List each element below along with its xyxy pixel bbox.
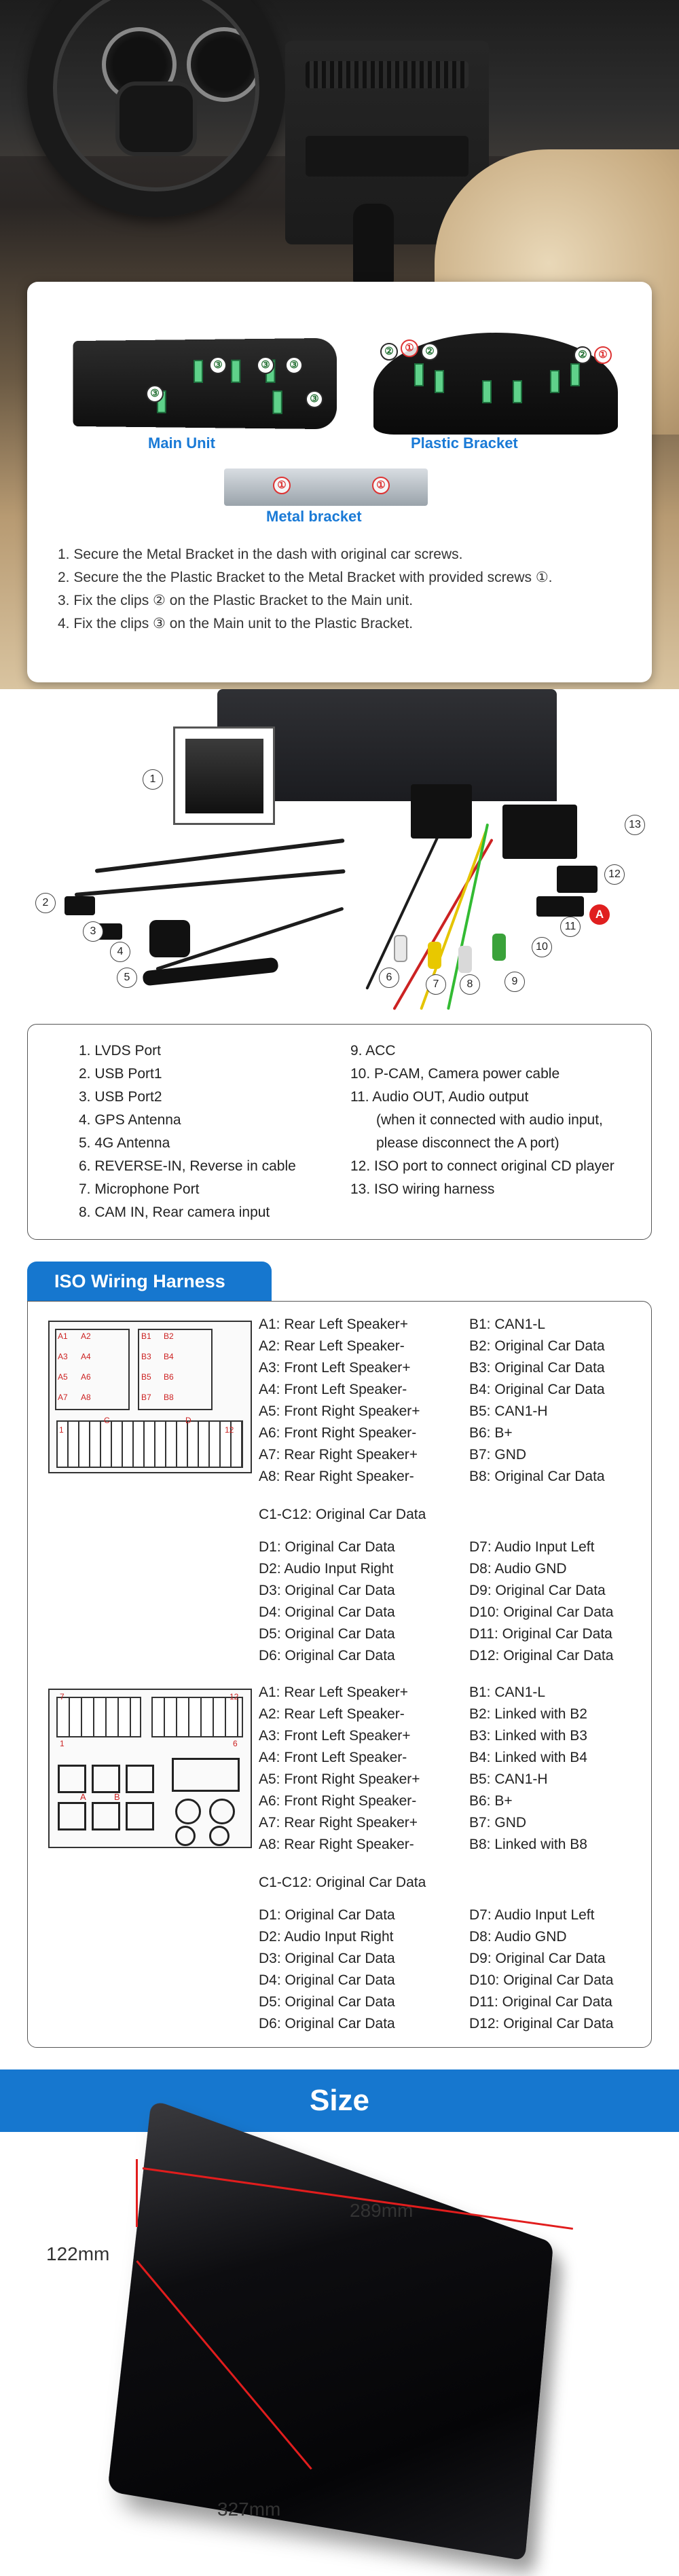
wire-item: B5: CAN1-H: [469, 1403, 548, 1419]
pin-label: A4: [81, 1352, 91, 1361]
clip: [513, 380, 522, 403]
harness1-d-right-list: [469, 1537, 613, 1667]
wire-item: D4: Original Car Data: [259, 1972, 395, 1988]
wire-item: A5: Front Right Speaker+: [259, 1771, 420, 1787]
pin-label: 1: [60, 1739, 65, 1748]
pin-label: 1: [59, 1425, 64, 1435]
pin-label: B3: [141, 1352, 151, 1361]
pin-square: [126, 1802, 154, 1830]
install-step: 4. Fix the clips ③ on the Main unit to the Plastic Bracket.: [58, 616, 414, 631]
port-item: 9. ACC: [350, 1043, 396, 1059]
pin-label: A1: [58, 1331, 68, 1341]
port-item: 2. USB Port1: [79, 1066, 162, 1082]
pin-label: B: [114, 1792, 120, 1802]
wire-item: D9: Original Car Data: [469, 1583, 606, 1598]
cable-number: 13: [625, 815, 645, 835]
clip: [414, 363, 424, 386]
wire-item: B8: Linked with B8: [469, 1837, 587, 1852]
lvds-port-zoom: [173, 726, 275, 825]
gear-shifter: [353, 204, 394, 285]
length-label: 327mm: [217, 2499, 281, 2520]
clip: [272, 390, 282, 414]
gps-antenna: [149, 920, 190, 957]
cable: [75, 869, 346, 897]
pin-label: B6: [164, 1372, 174, 1382]
metal-bracket-image: [224, 468, 428, 506]
wire-item: D2: Audio Input Right: [259, 1561, 394, 1577]
wire-item: A6: Front Right Speaker-: [259, 1793, 417, 1809]
wire-item: D7: Audio Input Left: [469, 1907, 595, 1923]
harness2-d-right-list: [469, 1905, 613, 2035]
port-item: 8. CAM IN, Rear camera input: [79, 1204, 270, 1220]
clip: [231, 360, 240, 383]
cable-number: 12: [604, 864, 625, 885]
iso-section-title: ISO Wiring Harness: [27, 1262, 272, 1301]
size-banner: Size: [0, 2069, 679, 2132]
wire-item: B8: Original Car Data: [469, 1469, 605, 1484]
install-steps: [58, 543, 621, 636]
wire-item: B1: CAN1-L: [469, 1685, 546, 1700]
climate-panel: [306, 136, 469, 177]
wire-item: B6: B+: [469, 1425, 513, 1441]
wire-item: A7: Rear Right Speaker+: [259, 1815, 418, 1830]
wire-item: B2: Linked with B2: [469, 1706, 587, 1722]
iso-connector: [557, 866, 598, 893]
pin-label: B8: [164, 1393, 174, 1402]
wire-item: D5: Original Car Data: [259, 1626, 395, 1642]
iso-wiring-card: [27, 1301, 652, 2048]
installation-card: [27, 282, 652, 682]
metal-bracket-label: Metal bracket: [266, 508, 362, 525]
clip: [435, 370, 444, 393]
wire-item: A4: Front Left Speaker-: [259, 1750, 407, 1765]
callout-1: ①: [372, 477, 390, 494]
wire-item: D11: Original Car Data: [469, 1626, 612, 1642]
rca-connector: [492, 934, 506, 961]
wire-item: D6: Original Car Data: [259, 2016, 395, 2031]
rca-connector: [458, 946, 472, 973]
callout-2: ②: [380, 343, 398, 361]
iso-connector: [411, 784, 472, 839]
d-pin-block: [151, 1697, 243, 1737]
air-vent: [306, 61, 469, 88]
4g-antenna: [142, 957, 278, 987]
callout-3: ③: [146, 385, 164, 403]
wire-item: A6: Front Right Speaker-: [259, 1425, 417, 1441]
size-diagram: [0, 2132, 679, 2576]
harness1-d-left-list: [259, 1537, 395, 1667]
wire-item: D10: Original Car Data: [469, 1972, 614, 1988]
port-item: 12. ISO port to connect original CD player: [350, 1158, 614, 1174]
width-label: 289mm: [350, 2200, 414, 2221]
car-interior-photo: [0, 0, 679, 689]
wire-item: A2: Rear Left Speaker-: [259, 1706, 405, 1722]
pin-label: B2: [164, 1331, 174, 1341]
pin-square: [92, 1802, 120, 1830]
cable-number: 11: [560, 917, 581, 937]
install-step: 1. Secure the Metal Bracket in the dash with original car screws.: [58, 547, 463, 562]
port-item: 1. LVDS Port: [79, 1043, 161, 1059]
harness2-a-list: [259, 1682, 420, 1856]
steering-wheel-hub: [115, 81, 197, 156]
wire-item: D8: Audio GND: [469, 1561, 567, 1577]
pin-label: A2: [81, 1331, 91, 1341]
port-item: 6. REVERSE-IN, Reverse in cable: [79, 1158, 296, 1174]
pin-label: 7: [60, 1692, 65, 1701]
pin-square: [126, 1765, 154, 1793]
iso-connector: [502, 805, 577, 859]
cable-number: 6: [379, 968, 399, 988]
wire-item: D2: Audio Input Right: [259, 1929, 394, 1945]
wire-item: D10: Original Car Data: [469, 1604, 614, 1620]
install-step: 3. Fix the clips ② on the Plastic Bracket to the Main unit.: [58, 593, 414, 608]
callout-3: ③: [209, 356, 227, 374]
rca-connector: [394, 935, 407, 962]
main-unit-image: [73, 338, 336, 430]
clip: [550, 370, 559, 393]
a-port-badge: A: [589, 904, 610, 925]
wire-item: A2: Rear Left Speaker-: [259, 1338, 405, 1354]
pin-label: B5: [141, 1372, 151, 1382]
wire-item: A4: Front Left Speaker-: [259, 1382, 407, 1397]
wire-item: B7: GND: [469, 1447, 527, 1462]
cable: [95, 839, 345, 873]
wire-item: D1: Original Car Data: [259, 1907, 395, 1923]
port-item: 5. 4G Antenna: [79, 1135, 170, 1151]
pin-label: A3: [58, 1352, 68, 1361]
cable-number: 2: [35, 893, 56, 913]
wire-item: B3: Linked with B3: [469, 1728, 587, 1744]
callout-3: ③: [257, 356, 274, 374]
clip: [570, 363, 580, 386]
pin-label: 6: [233, 1739, 238, 1748]
port-item: 10. P-CAM, Camera power cable: [350, 1066, 560, 1082]
audio-connector: [536, 896, 584, 917]
harness1-b-list: [469, 1314, 605, 1488]
wire-item: D4: Original Car Data: [259, 1604, 395, 1620]
c-d-pin-block: [56, 1420, 243, 1468]
port-note: (when it connected with audio input,: [376, 1112, 603, 1128]
harness1-c-text: C1-C12: Original Car Data: [259, 1507, 426, 1522]
pin-circle: [175, 1826, 196, 1846]
cable-number: 5: [117, 968, 137, 988]
ports-list-left: [79, 1039, 296, 1224]
wire-item: B6: B+: [469, 1793, 513, 1809]
pin-label: 12: [230, 1692, 239, 1701]
pin-label: C: [104, 1416, 110, 1425]
pin-label: B4: [164, 1352, 174, 1361]
pin-square: [58, 1802, 86, 1830]
port-note: please disconnect the A port): [376, 1135, 559, 1151]
wire-item: A1: Rear Left Speaker+: [259, 1685, 409, 1700]
pin-circle: [175, 1799, 201, 1824]
head-unit-image: [107, 2099, 553, 2561]
wire-item: D12: Original Car Data: [469, 1648, 614, 1663]
callout-1: ①: [273, 477, 291, 494]
harness1-a-list: [259, 1314, 420, 1488]
wire-item: A8: Rear Right Speaker-: [259, 1837, 414, 1852]
iso-connector-diagram-1: [48, 1321, 252, 1473]
main-unit-label: Main Unit: [148, 435, 215, 452]
wire-item: A3: Front Left Speaker+: [259, 1360, 411, 1376]
wire-item: B4: Linked with B4: [469, 1750, 587, 1765]
wire-item: D1: Original Car Data: [259, 1539, 395, 1555]
pin-label: B1: [141, 1331, 151, 1341]
port-item: 3. USB Port2: [79, 1089, 162, 1105]
callout-2: ②: [574, 346, 591, 364]
port-item: 4. GPS Antenna: [79, 1112, 181, 1128]
cable-diagram: [0, 689, 679, 1015]
wire-item: D7: Audio Input Left: [469, 1539, 595, 1555]
clip: [194, 360, 203, 383]
wire-item: D8: Audio GND: [469, 1929, 567, 1945]
wire-item: B7: GND: [469, 1815, 527, 1830]
pin-label: D: [185, 1416, 191, 1425]
pin-label: B7: [141, 1393, 151, 1402]
rca-connector: [428, 942, 441, 969]
port-item: 11. Audio OUT, Audio output: [350, 1089, 529, 1105]
port-item: 7. Microphone Port: [79, 1181, 200, 1197]
callout-3: ③: [285, 356, 303, 374]
harness2-b-list: [469, 1682, 587, 1856]
wire-item: D3: Original Car Data: [259, 1951, 395, 1966]
ports-list-card: [27, 1024, 652, 1240]
wire-item: D5: Original Car Data: [259, 1994, 395, 2010]
dimension-line-height: [136, 2159, 138, 2227]
pin-label: A8: [81, 1393, 91, 1402]
cable-number: 10: [532, 937, 552, 957]
usb-connector: [65, 896, 95, 915]
pin-label: A: [80, 1792, 86, 1802]
height-label: 122mm: [46, 2243, 110, 2264]
cable-number: 8: [460, 974, 480, 995]
clip: [482, 380, 492, 403]
wire-item: A7: Rear Right Speaker+: [259, 1447, 418, 1462]
cable-number: 7: [426, 974, 446, 995]
callout-1: ①: [594, 346, 612, 364]
wire-item: D3: Original Car Data: [259, 1583, 395, 1598]
pin-circle: [209, 1799, 235, 1824]
wire-item: D11: Original Car Data: [469, 1994, 612, 2010]
cable-number: 3: [83, 921, 103, 942]
pin-square: [58, 1765, 86, 1793]
pin-rect: [172, 1758, 240, 1792]
wire-item: B2: Original Car Data: [469, 1338, 605, 1354]
wire-item: B3: Original Car Data: [469, 1360, 605, 1376]
plastic-bracket-label: Plastic Bracket: [411, 435, 518, 452]
wire-item: A8: Rear Right Speaker-: [259, 1469, 414, 1484]
c-pin-block: [56, 1697, 141, 1737]
cable-number: 4: [110, 942, 130, 962]
wire-item: B1: CAN1-L: [469, 1317, 546, 1332]
wire-item: A3: Front Left Speaker+: [259, 1728, 411, 1744]
harness2-c-text: C1-C12: Original Car Data: [259, 1875, 426, 1890]
wire-item: D12: Original Car Data: [469, 2016, 614, 2031]
pin-label: A5: [58, 1372, 68, 1382]
port-item: 13. ISO wiring harness: [350, 1181, 495, 1197]
pin-label: A7: [58, 1393, 68, 1402]
install-step: 2. Secure the the Plastic Bracket to the Metal Bracket with provided screws ①.: [58, 570, 553, 585]
wire-item: A1: Rear Left Speaker+: [259, 1317, 409, 1332]
lvds-port: [185, 739, 263, 813]
pin-label: 12: [225, 1425, 234, 1435]
cable-number: 1: [143, 769, 163, 790]
callout-1: ①: [401, 339, 418, 357]
cable-number: 9: [504, 972, 525, 992]
harness2-d-left-list: [259, 1905, 395, 2035]
callout-2: ②: [421, 343, 439, 361]
wire-item: D6: Original Car Data: [259, 1648, 395, 1663]
callout-3: ③: [306, 390, 323, 408]
ports-list-right: [350, 1039, 614, 1201]
pin-label: A6: [81, 1372, 91, 1382]
iso-connector-diagram-2: [48, 1689, 252, 1848]
wire-item: A5: Front Right Speaker+: [259, 1403, 420, 1419]
wire-item: B5: CAN1-H: [469, 1771, 548, 1787]
wire-item: D9: Original Car Data: [469, 1951, 606, 1966]
pin-circle: [209, 1826, 230, 1846]
wire-item: B4: Original Car Data: [469, 1382, 605, 1397]
pin-square: [92, 1765, 120, 1793]
